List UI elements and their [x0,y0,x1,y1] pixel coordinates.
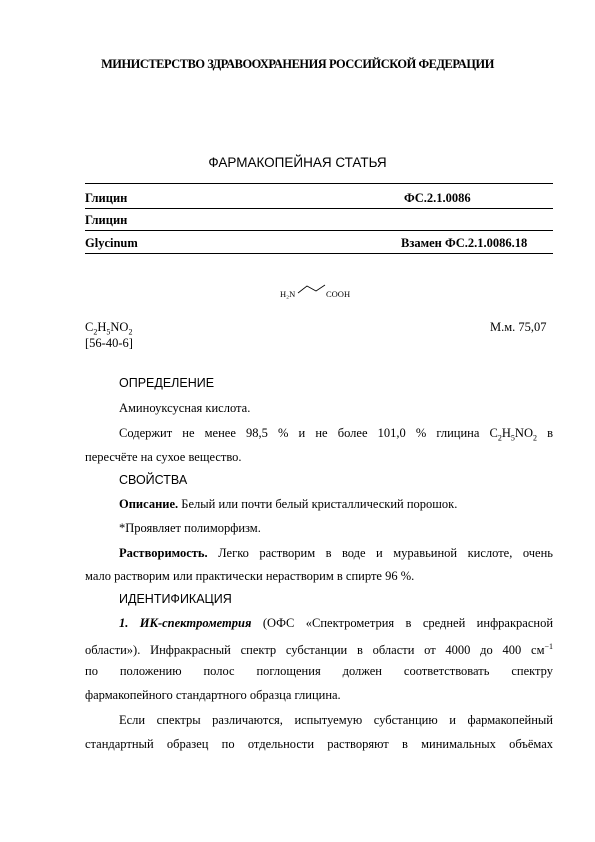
carboxyl-group: COOH [326,289,351,299]
ministry-heading: МИНИСТЕРСТВО ЗДРАВООХРАНЕНИЯ РОССИЙСКОЙ ФЕДЕРАЦИИ [101,57,494,71]
definition-text: Аминоуксусная кислота. [119,401,251,415]
name-ru-2: Глицин [85,213,128,227]
amine-group: H₂N [280,289,296,299]
spectra-diff-line-2: стандартный образец по отдельности растворяют в минимальных объёмах [85,737,553,751]
article-type-title: ФАРМАКОПЕЙНАЯ СТАТЬЯ [208,155,387,170]
header-rule-1 [85,208,553,209]
header-rule-2 [85,230,553,231]
name-latin: Glycinum [85,236,138,250]
ir-line-1: 1. ИК-спектрометрия (ОФС «Спектрометрия в средней инфракрасной [119,616,554,630]
spectra-diff-line-1: Если спектры различаются, испытуемую субстанцию и фармакопейный [119,713,553,727]
cas-number: [56-40-6] [85,336,133,350]
ir-line-3: по положению полос поглощения должен соответствовать спектру [85,664,553,678]
header-rule-bottom [85,253,553,254]
structural-formula [270,270,370,310]
content-line-2: пересчёте на сухое вещество. [85,450,242,464]
ir-line-4: фармакопейного стандартного образца глицина. [85,688,341,702]
replaces-fs: Взамен ФС.2.1.0086.18 [401,236,528,250]
content-line-1: Содержит не менее 98,5 % и не более 101,0 % глицина $C_2H_5NO_2$ в [119,426,554,443]
definition-heading: ОПРЕДЕЛЕНИЕ [119,376,215,390]
solubility-line-2: мало растворим или практически нерастворим в спирте 96 %. [85,569,415,583]
polymorphism-note: *Проявляет полиморфизм. [119,521,261,535]
name-ru-1: Глицин [85,191,128,205]
identification-heading: ИДЕНТИФИКАЦИЯ [119,592,232,606]
ir-line-2: области»). Инфракрасный спектр субстанции в области от 4000 до 400 $см^{-1}$ [85,642,553,658]
solubility-line-1: Растворимость. Легко растворим в воде и муравьиной кислоте, очень [119,546,553,560]
properties-heading: СВОЙСТВА [119,473,188,487]
molecular-mass: М.м. 75,07 [490,320,547,334]
carbon-chain-bond [298,285,325,293]
fs-number: ФС.2.1.0086 [404,191,471,205]
header-rule-top [85,183,553,184]
description-paragraph: Описание. Белый или почти белый кристаллический порошок. [119,497,458,511]
molecular-formula: $C_2H_5NO_2$ [85,320,133,337]
